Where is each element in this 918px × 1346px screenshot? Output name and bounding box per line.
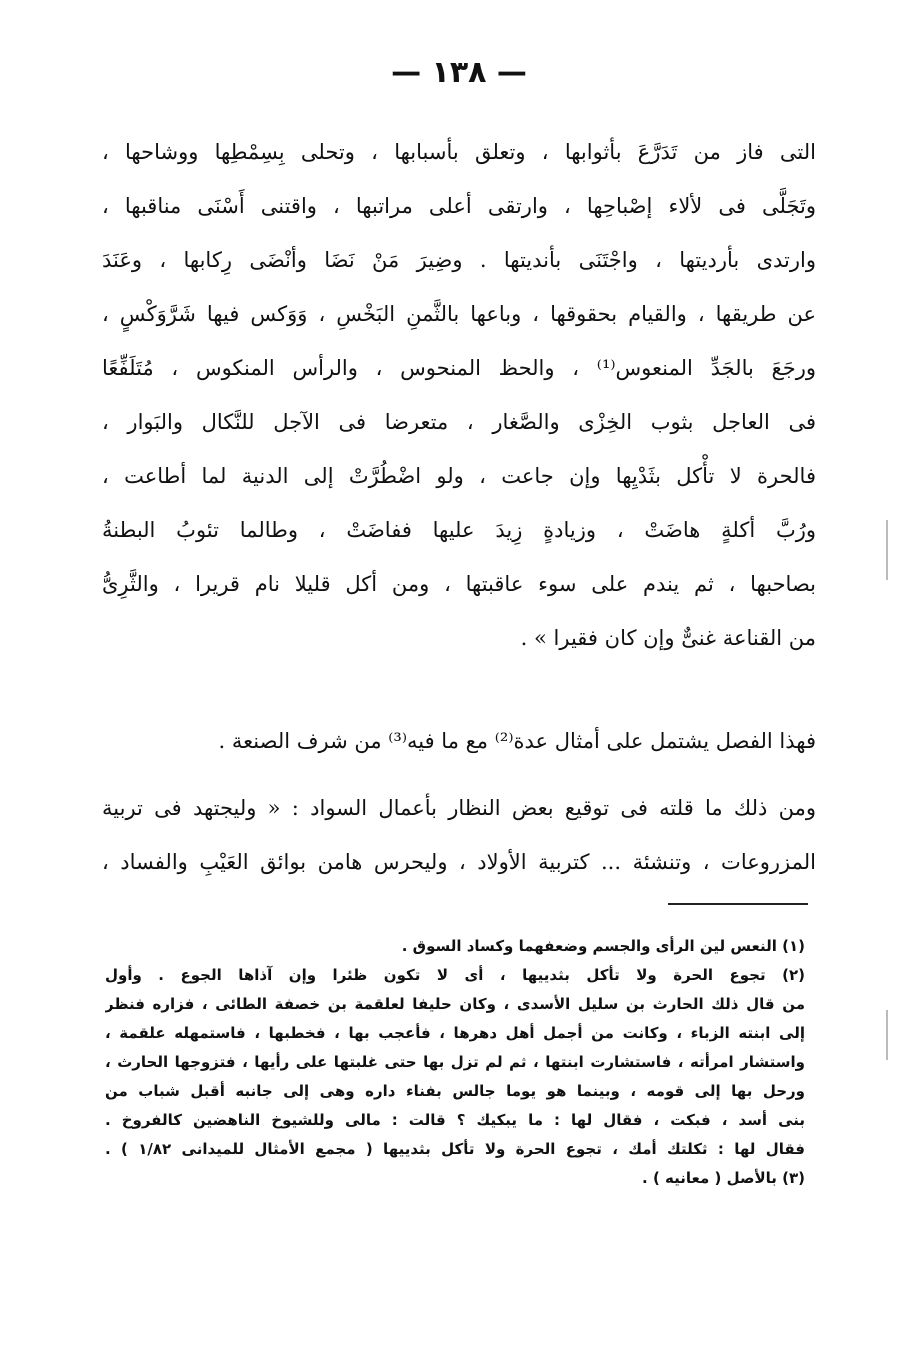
text-line: ومن ذلك ما قلته فى توقيع بعض النظار بأعمال السواد : « وليجتهد فى تربية [102, 796, 816, 820]
footnote-line: إلى ابنته الزباء ، وكانت من أجمل أهل دهرها ، فأعجب بها ، فخطبها ، فاستمهله علقمة ، [105, 1024, 805, 1042]
footnote-line: (٢) تجوع الحرة ولا تأكل بثدييها ، أى لا تكون ظئرا وإن آذاها الجوع . وأول [105, 966, 805, 984]
text-line: فالحرة لا تأْكل بثَدْيِها وإن جاعت ، ولو اضْطُرَّتْ إلى الدنية لما أطاعت ، [102, 464, 816, 488]
footnote-line: بنى أسد ، فبكت ، فقال لها : ما يبكيك ؟ قالت : مالى وللشيوخ الناهضين كالفروخ . [105, 1111, 805, 1129]
third-paragraph [102, 781, 816, 889]
text-line: المزروعات ، وتنشئة ... كتربية الأولاد ، وليحرس هامن بوائق العَيْبِ والفساد ، [102, 850, 816, 874]
text-line: من القناعة غنىٌّ وإن كان فقيرا » . [520, 626, 816, 650]
footnote-line: (١) النعس لين الرأى والجسم وضعفهما وكساد السوق . [401, 937, 805, 955]
footnote-line: من قال ذلك الحارث بن سليل الأسدى ، وكان حليفا لعلقمة بن خصفة الطائى ، فزاره فنظر [105, 995, 805, 1013]
margin-scan-mark [886, 520, 888, 580]
text-line: عن طريقها ، والقيام بحقوقها ، وباعها بالثَّمنِ البَخْسِ ، وَوَكس فيها شَرَّوَكْسٍ ، [102, 302, 816, 326]
text-line: وتَجَلَّى فى لألاء إصْباحِها ، وارتقى أعلى مراتبها ، واقتنى أَسْنَى مناقبها ، [102, 194, 816, 218]
footnote-line: واستشار امرأته ، فاستشارت ابنتها ، ثم لم تزل بها حتى غلبتها على رأيها ، فتزوجها الحارث ، [105, 1053, 805, 1071]
text-line: فى العاجل بثوب الخِزْى والصَّغار ، متعرضا فى الآجل للنَّكال والبَوار ، [102, 410, 816, 434]
main-paragraph [102, 125, 816, 665]
footnotes [105, 932, 805, 1193]
page-number: — ١٣٨ — [391, 55, 527, 90]
second-paragraph [102, 714, 816, 768]
text-line: ورُبَّ أكلةٍ هاضَتْ ، وزيادةٍ زِيدَ عليها ففاضَتْ ، وطالما تئوبُ البطنةُ [102, 518, 816, 542]
footnote-separator [668, 903, 808, 905]
text-line: وارتدى بأرديتها ، واجْتَنَى بأنديتها . وضِيرَ مَنْ نَضَا وأنْضَى رِكابها ، وعَنَدَ [102, 248, 816, 272]
text-line: بصاحبها ، ثم يندم على سوء عاقبتها ، ومن أكل قليلا نام قريرا ، والثَّرِىُّ [102, 572, 816, 596]
text-line: التى فاز من تَدَرَّعَ بأثوابها ، وتعلق بأسبابها ، وتحلى بِسِمْطِها ووشاحها ، [102, 140, 816, 164]
footnote-line: فقال لها : ثكلتك أمك ، تجوع الحرة ولا تأكل بثدييها ( مجمع الأمثال للميدانى ١/٨٢ ) . [105, 1140, 805, 1158]
text-line: فهذا الفصل يشتمل على أمثال عدة⁽²⁾ مع ما فيه⁽³⁾ من شرف الصنعة . [218, 729, 816, 753]
footnote-line: (٣) بالأصل ( معانيه ) . [642, 1169, 805, 1187]
text-line: ورجَعَ بالجَدِّ المنعوس⁽¹⁾ ، والحظ المنحوس ، والرأس المنكوس ، مُتَلَفِّعًا [102, 356, 816, 380]
margin-scan-mark [886, 1010, 888, 1060]
footnote-line: ورحل بها إلى قومه ، وبينما هو يوما جالس بفناء داره وهى إلى جانبه أقبل شباب من [105, 1082, 805, 1100]
